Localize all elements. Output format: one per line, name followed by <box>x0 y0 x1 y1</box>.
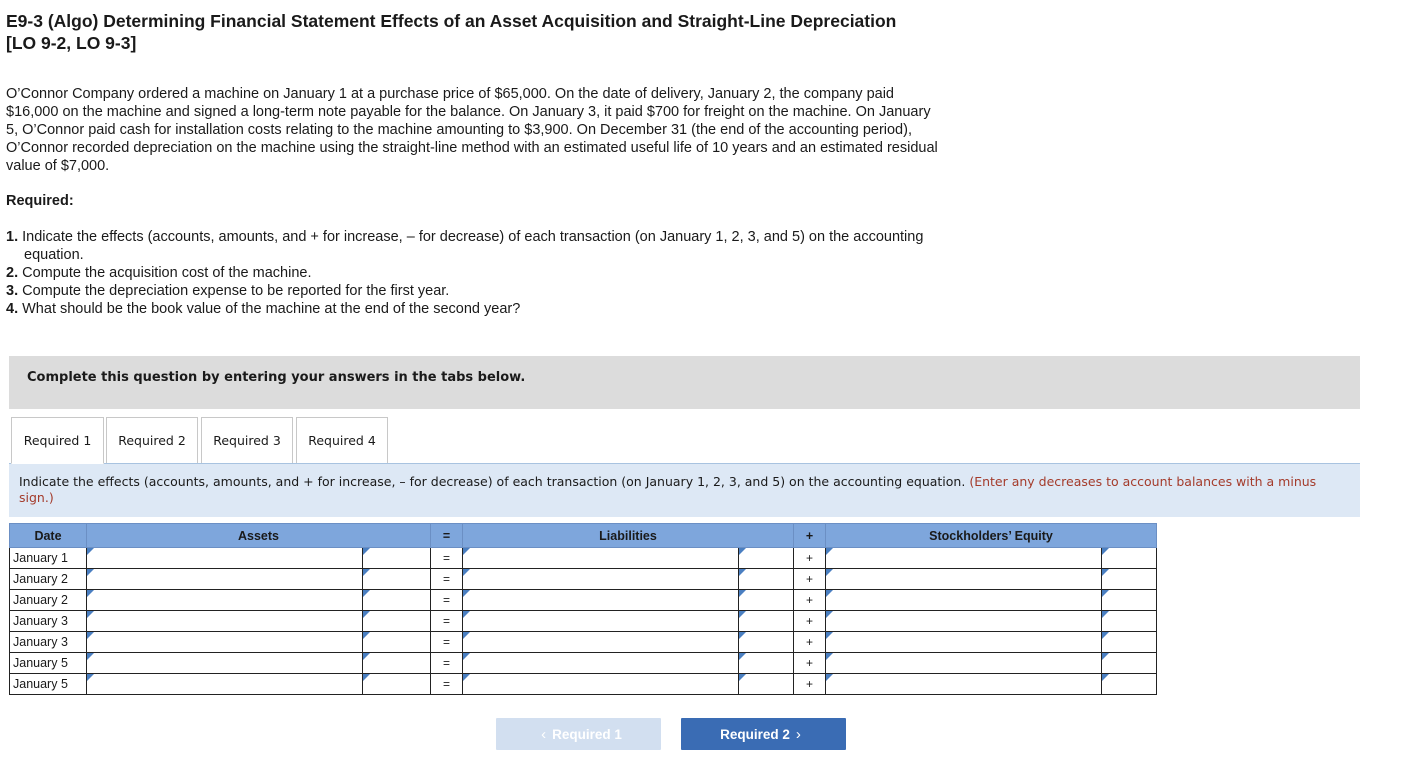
requirement-number: 3. <box>6 283 19 299</box>
liabilities-amount-input[interactable] <box>739 548 794 569</box>
header-date: Date <box>10 524 87 548</box>
assets-account-select[interactable] <box>87 590 363 611</box>
instructions-banner <box>9 356 1360 409</box>
header-equity: Stockholders’ Equity <box>826 524 1157 548</box>
tab-required-2[interactable]: Required 2 <box>106 417 198 464</box>
requirements-list <box>6 228 926 318</box>
assets-amount-input[interactable] <box>363 611 431 632</box>
plus-sign: + <box>794 632 826 653</box>
next-button[interactable] <box>681 718 846 750</box>
assets-account-select[interactable] <box>87 653 363 674</box>
chevron-right-icon: › <box>795 725 801 743</box>
page-title: E9-3 (Algo) Determining Financial Statement Effects of an Asset Acquisition and Straight-Line Depreciation [LO 9-2, LO 9-3] <box>6 11 897 53</box>
equity-account-select[interactable] <box>826 548 1102 569</box>
liabilities-account-select[interactable] <box>463 653 739 674</box>
equity-account-select[interactable] <box>826 611 1102 632</box>
header-equals: = <box>431 524 463 548</box>
requirement-item <box>6 228 926 264</box>
assets-amount-input[interactable] <box>363 674 431 695</box>
requirement-text: Compute the acquisition cost of the machine. <box>22 265 312 281</box>
plus-sign: + <box>794 569 826 590</box>
table-row <box>10 611 1157 632</box>
equals-sign: = <box>431 653 463 674</box>
plus-sign: + <box>794 611 826 632</box>
equity-account-select[interactable] <box>826 590 1102 611</box>
equity-account-select[interactable] <box>826 653 1102 674</box>
table-row <box>10 590 1157 611</box>
table-row <box>10 674 1157 695</box>
requirement-text: Compute the depreciation expense to be reported for the first year. <box>22 283 450 299</box>
prev-button[interactable] <box>496 718 661 750</box>
row-date: January 5 <box>10 674 87 695</box>
plus-sign: + <box>794 590 826 611</box>
equity-amount-input[interactable] <box>1102 632 1157 653</box>
liabilities-account-select[interactable] <box>463 569 739 590</box>
equity-amount-input[interactable] <box>1102 569 1157 590</box>
assets-amount-input[interactable] <box>363 653 431 674</box>
liabilities-amount-input[interactable] <box>739 611 794 632</box>
equity-amount-input[interactable] <box>1102 611 1157 632</box>
next-button-label: Required 2 <box>720 726 790 742</box>
assets-account-select[interactable] <box>87 611 363 632</box>
requirement-number: 1. <box>6 229 19 245</box>
assets-account-select[interactable] <box>87 548 363 569</box>
assets-amount-input[interactable] <box>363 590 431 611</box>
equity-account-select[interactable] <box>826 632 1102 653</box>
prev-button-label: Required 1 <box>552 726 622 742</box>
requirement-number: 4. <box>6 301 19 317</box>
assets-account-select[interactable] <box>87 674 363 695</box>
requirement-item <box>6 300 926 318</box>
requirement-number: 2. <box>6 265 19 281</box>
header-plus: + <box>794 524 826 548</box>
assets-account-select[interactable] <box>87 632 363 653</box>
assets-account-select[interactable] <box>87 569 363 590</box>
requirement-item <box>6 282 926 300</box>
liabilities-account-select[interactable] <box>463 611 739 632</box>
requirement-text: What should be the book value of the machine at the end of the second year? <box>22 301 521 317</box>
equals-sign: = <box>431 632 463 653</box>
problem-text: O’Connor Company ordered a machine on January 1 at a purchase price of $65,000. On the date of delivery, January 2, the company paid $16,000 on the machine and signed a long-term note payable for the balance. On January 3, it paid $700 for freight on the machine. On January 5, O’Connor paid cash for installation costs relating to the machine amounting to $3,900. On December 31 (the end of the accounting period), O’Connor recorded depreciation on the machine using the straight-line method with an estimated useful life of 10 years and an estimated residual value of $7,000. <box>6 86 938 174</box>
equals-sign: = <box>431 548 463 569</box>
liabilities-account-select[interactable] <box>463 632 739 653</box>
plus-sign: + <box>794 674 826 695</box>
liabilities-account-select[interactable] <box>463 674 739 695</box>
liabilities-amount-input[interactable] <box>739 653 794 674</box>
tab-required-4[interactable]: Required 4 <box>296 417 388 464</box>
instruction-text: Indicate the effects (accounts, amounts, and + for increase, – for decrease) of each transaction (on January 1, 2, 3, and 5) on the accounting equation. <box>19 474 966 489</box>
assets-amount-input[interactable] <box>363 632 431 653</box>
liabilities-account-select[interactable] <box>463 590 739 611</box>
liabilities-amount-input[interactable] <box>739 632 794 653</box>
row-date: January 2 <box>10 590 87 611</box>
equals-sign: = <box>431 590 463 611</box>
equity-amount-input[interactable] <box>1102 653 1157 674</box>
row-date: January 2 <box>10 569 87 590</box>
liabilities-amount-input[interactable] <box>739 590 794 611</box>
equity-account-select[interactable] <box>826 569 1102 590</box>
equity-amount-input[interactable] <box>1102 590 1157 611</box>
banner-text: Complete this question by entering your answers in the tabs below. <box>27 370 526 385</box>
assets-amount-input[interactable] <box>363 569 431 590</box>
header-liabilities: Liabilities <box>463 524 794 548</box>
equity-amount-input[interactable] <box>1102 674 1157 695</box>
row-date: January 3 <box>10 611 87 632</box>
required-heading: Required: <box>6 193 74 209</box>
row-date: January 3 <box>10 632 87 653</box>
plus-sign: + <box>794 653 826 674</box>
header-assets: Assets <box>87 524 431 548</box>
row-date: January 5 <box>10 653 87 674</box>
table-row <box>10 632 1157 653</box>
equals-sign: = <box>431 569 463 590</box>
equals-sign: = <box>431 611 463 632</box>
equity-amount-input[interactable] <box>1102 548 1157 569</box>
accounting-equation-table <box>9 523 1157 695</box>
instruction-note: (Enter any decreases to account balances with a minus sign.) <box>19 474 1317 505</box>
requirement-item <box>6 264 926 282</box>
table-row <box>10 569 1157 590</box>
chevron-left-icon: ‹ <box>541 725 547 743</box>
assets-amount-input[interactable] <box>363 548 431 569</box>
equity-account-select[interactable] <box>826 674 1102 695</box>
tab-required-1[interactable]: Required 1 <box>11 417 104 464</box>
plus-sign: + <box>794 548 826 569</box>
table-row <box>10 653 1157 674</box>
requirement-text: Indicate the effects (accounts, amounts, and + for increase, – for decrease) of each transaction (on January 1, 2, 3, and 5) on the accounting equation. <box>22 229 924 263</box>
liabilities-account-select[interactable] <box>463 548 739 569</box>
liabilities-amount-input[interactable] <box>739 674 794 695</box>
row-date: January 1 <box>10 548 87 569</box>
tab-instruction <box>9 464 1360 517</box>
tab-required-3[interactable]: Required 3 <box>201 417 293 464</box>
table-header-row <box>10 524 1157 548</box>
table-row <box>10 548 1157 569</box>
liabilities-amount-input[interactable] <box>739 569 794 590</box>
equals-sign: = <box>431 674 463 695</box>
